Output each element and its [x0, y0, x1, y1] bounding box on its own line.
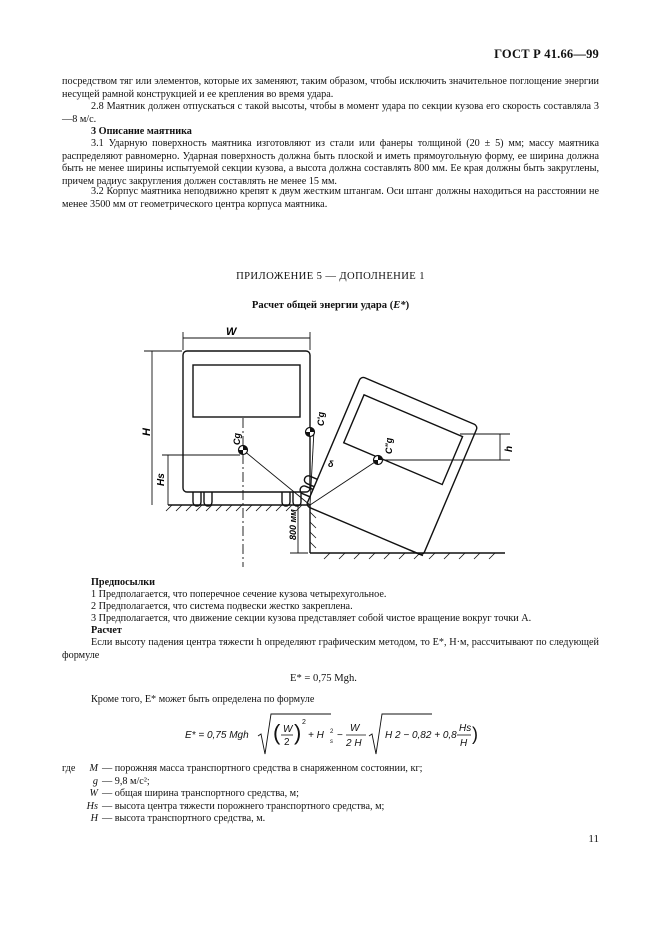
- document-header-code: ГОСТ Р 41.66—99: [494, 47, 599, 61]
- energy-diagram: [130, 322, 520, 567]
- paragraph-2-8: 2.8 Маятник должен отпускаться с такой высоты, чтобы в момент удара по секции кузова его скорость составляла 3—8 м/с.: [62, 101, 599, 125]
- definition-text: — общая ширина транспортного средства, м;: [102, 788, 299, 800]
- svg-text:Hs: Hs: [459, 723, 472, 734]
- definition-symbol: g: [92, 775, 98, 787]
- prerequisites-title: Предпосылки: [91, 577, 156, 588]
- prerequisite-1: 1 Предполагается, что поперечное сечение кузова четырехугольное.: [91, 589, 387, 600]
- definition-text: — высота транспортного средства, м.: [102, 813, 266, 825]
- paragraph-3-1: 3.1 Ударную поверхность маятника изготовляют из стали или фанеры толщиной (20 ± 5) мм; массу маятника распределяют равномерно. Ударная поверхность должна быть плоской и иметь прямоугольную форму, ее ширина должна быть не менее ширины испытуемой секции кузова, а высота должна составлять 800 мм. Ее края должны быть закруглены, причем радиус закругления должен составлять не менее 15 мм.: [62, 138, 599, 187]
- vehicle-body-upright: [183, 351, 310, 492]
- svg-text:2: 2: [330, 729, 334, 735]
- definition-row: [62, 776, 422, 789]
- definition-row: [62, 788, 422, 801]
- svg-text:W: W: [283, 724, 293, 735]
- label-cg: Cg: [232, 433, 242, 445]
- section-3-title: 3 Описание маятника: [91, 126, 192, 137]
- svg-text:): ): [472, 724, 478, 744]
- wheels-left: [193, 492, 212, 506]
- formula-2: [185, 712, 485, 758]
- vehicle-window-upright: [193, 365, 300, 417]
- intro-paragraph: посредством тяг или элементов, которые их заменяют, таким образом, чтобы исключить значительное поглощение энергии несущей рамной конструкцией и ее крепления во время удара.: [62, 76, 599, 100]
- calc-title: Расчет: [91, 625, 122, 636]
- page-number: 11: [588, 833, 599, 845]
- also-text: Кроме того, E* может быть определена по формуле: [91, 694, 315, 705]
- paragraph-3-2: 3.2 Корпус маятника неподвижно крепят к двум жестким штангам. Оси штанг должны находиться на расстоянии не менее 3500 мм от геометрического центра корпуса маятника.: [62, 186, 599, 210]
- label-cg1: C'g: [316, 411, 326, 426]
- svg-text:H: H: [460, 738, 468, 749]
- appendix-title: ПРИЛОЖЕНИЕ 5 — ДОПОЛНЕНИЕ 1: [236, 271, 425, 282]
- svg-text:−: −: [337, 730, 343, 741]
- svg-text:s: s: [330, 739, 333, 745]
- prerequisite-2: 2 Предполагается, что система подвески жестко закреплена.: [91, 601, 353, 612]
- wheels-right: [282, 492, 301, 506]
- definition-symbol: Hs: [86, 800, 98, 812]
- definitions-list: [62, 763, 422, 826]
- definition-symbol: M: [89, 763, 98, 774]
- svg-text:2: 2: [284, 737, 290, 748]
- svg-text:(: (: [273, 720, 281, 745]
- definition-symbol: H: [90, 813, 98, 825]
- prerequisite-3: 3 Предполагается, что движение секции кузова представляет собой чистое вращение вокруг точки А.: [91, 613, 532, 624]
- definition-symbol: W: [89, 788, 98, 800]
- svg-text:H 2 − 0,82 + 0,8: H 2 − 0,82 + 0,8: [385, 730, 457, 741]
- label-angle: δ: [328, 459, 334, 469]
- figure-title: Расчет общей энергии удара (E*): [251, 300, 410, 311]
- definition-row: [62, 801, 422, 814]
- definition-row: [62, 813, 422, 826]
- definition-text: — порожняя масса транспортного средства в снаряженном состоянии, кг;: [102, 763, 423, 774]
- vehicle-body-tilted: [295, 372, 478, 556]
- where-label: где: [62, 763, 76, 774]
- definition-text: — 9,8 м/с²;: [102, 775, 150, 787]
- formula-1: E* = 0,75 Mgh.: [290, 673, 357, 684]
- definition-row: [62, 763, 422, 776]
- label-h-drop: h: [504, 445, 515, 452]
- label-800: 800 мм: [288, 509, 298, 540]
- svg-text:2 H: 2 H: [346, 738, 362, 749]
- label-hs: Hs: [156, 473, 167, 486]
- definition-text: — высота центра тяжести порожнего транспортного средства, м;: [102, 800, 385, 812]
- label-h-total: H: [141, 428, 153, 436]
- calc-text: Если высоту падения центра тяжести h определяют графическим методом, то E*, Н·м, рассчитывают по следующей формуле: [62, 637, 599, 661]
- label-w: W: [226, 326, 237, 338]
- svg-text:W: W: [350, 723, 360, 734]
- svg-text:2: 2: [302, 719, 306, 726]
- svg-text:+ H: + H: [308, 730, 324, 741]
- svg-text:): ): [294, 720, 302, 745]
- label-cg2: C"g: [384, 437, 394, 454]
- svg-text:E* = 0,75 Mgh: E* = 0,75 Mgh: [185, 730, 249, 741]
